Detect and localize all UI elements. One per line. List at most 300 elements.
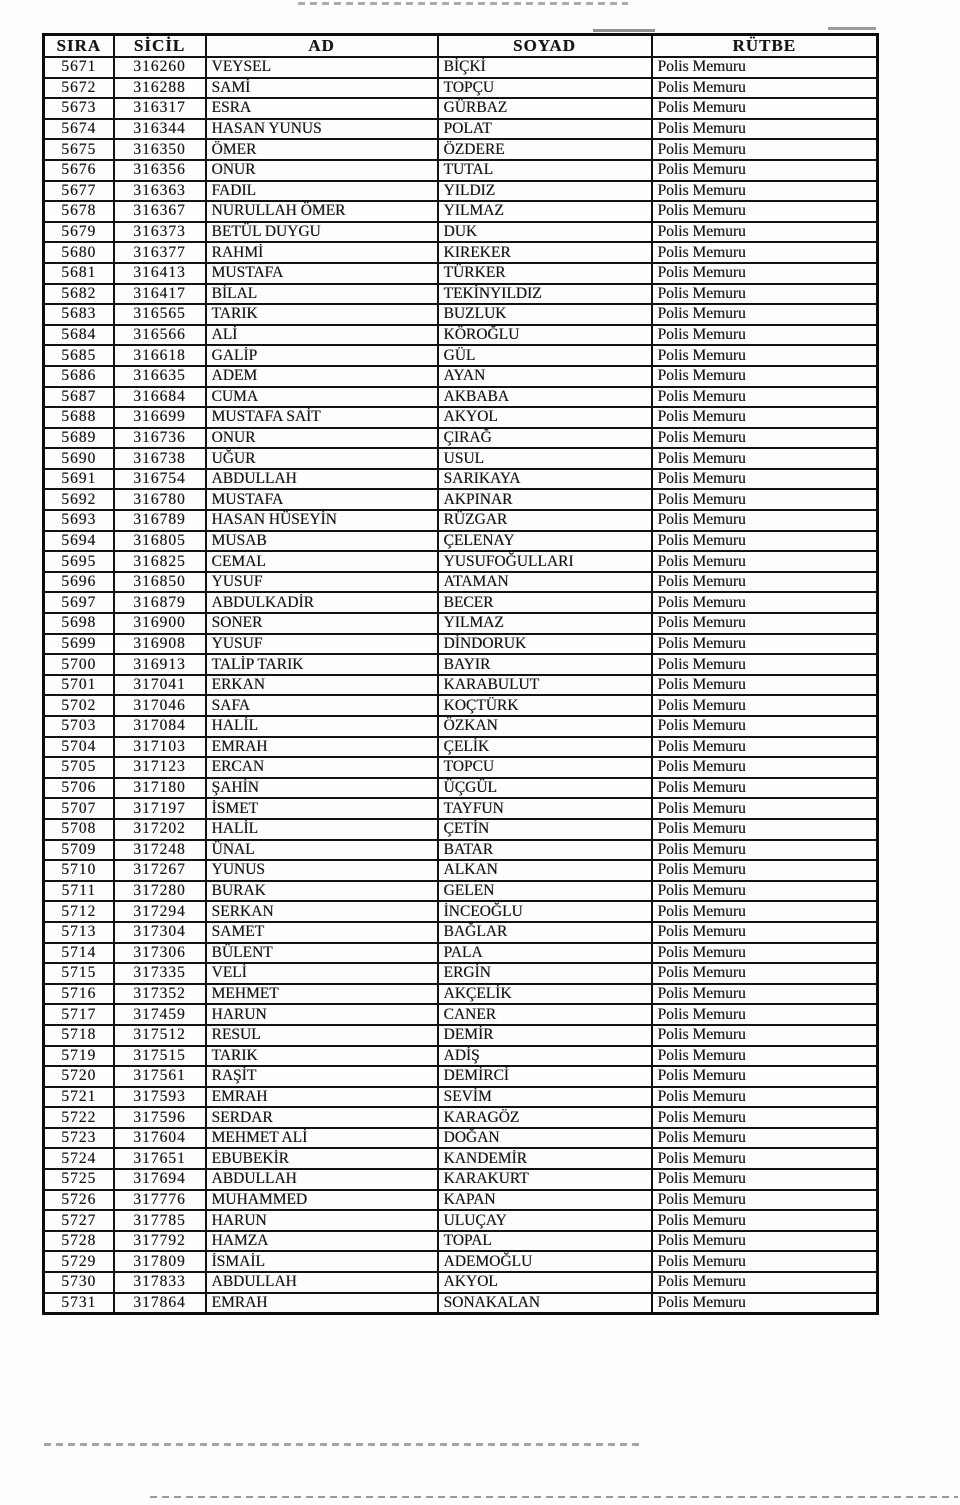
cell-surname: GELEN xyxy=(438,881,652,902)
table-row xyxy=(44,407,878,428)
cell-surname: POLAT xyxy=(438,119,652,140)
cell-sira: 5730 xyxy=(44,1272,114,1293)
table-row xyxy=(44,881,878,902)
cell-surname: BİÇKİ xyxy=(438,57,652,78)
cell-surname: GÜRBAZ xyxy=(438,98,652,119)
cell-surname: BATAR xyxy=(438,840,652,861)
cell-rank: Polis Memuru xyxy=(652,695,878,716)
cell-surname: AYAN xyxy=(438,366,652,387)
table-row xyxy=(44,551,878,572)
cell-first-name: NURULLAH ÖMER xyxy=(206,201,438,222)
cell-surname: KOÇTÜRK xyxy=(438,695,652,716)
cell-sicil: 316900 xyxy=(114,613,206,634)
cell-surname: AKYOL xyxy=(438,1272,652,1293)
cell-sira: 5712 xyxy=(44,901,114,922)
cell-sira: 5722 xyxy=(44,1107,114,1128)
cell-rank: Polis Memuru xyxy=(652,943,878,964)
cell-first-name: ÜNAL xyxy=(206,840,438,861)
table-row xyxy=(44,592,878,613)
cell-sicil: 316350 xyxy=(114,139,206,160)
cell-surname: PALA xyxy=(438,943,652,964)
cell-sira: 5702 xyxy=(44,695,114,716)
cell-sicil: 316780 xyxy=(114,489,206,510)
cell-surname: ATAMAN xyxy=(438,572,652,593)
cell-surname: TOPCU xyxy=(438,757,652,778)
cell-surname: İNCEOĞLU xyxy=(438,901,652,922)
cell-sira: 5678 xyxy=(44,201,114,222)
cell-rank: Polis Memuru xyxy=(652,654,878,675)
cell-first-name: SAMET xyxy=(206,922,438,943)
cell-surname: AKPINAR xyxy=(438,489,652,510)
table-row xyxy=(44,737,878,758)
table-row xyxy=(44,448,878,469)
cell-sira: 5685 xyxy=(44,345,114,366)
cell-sicil: 316850 xyxy=(114,572,206,593)
cell-sicil: 316805 xyxy=(114,531,206,552)
cell-sira: 5697 xyxy=(44,592,114,613)
cell-rank: Polis Memuru xyxy=(652,304,878,325)
table-row xyxy=(44,1087,878,1108)
cell-sicil: 317180 xyxy=(114,778,206,799)
table-row xyxy=(44,819,878,840)
cell-first-name: MEHMET ALİ xyxy=(206,1128,438,1149)
cell-first-name: BÜLENT xyxy=(206,943,438,964)
cell-sira: 5688 xyxy=(44,407,114,428)
cell-rank: Polis Memuru xyxy=(652,840,878,861)
cell-surname: SONAKALAN xyxy=(438,1293,652,1314)
cell-surname: TOPAL xyxy=(438,1231,652,1252)
cell-sira: 5723 xyxy=(44,1128,114,1149)
cell-sira: 5703 xyxy=(44,716,114,737)
table-row xyxy=(44,840,878,861)
table-row xyxy=(44,757,878,778)
table-row xyxy=(44,963,878,984)
cell-rank: Polis Memuru xyxy=(652,1107,878,1128)
cell-rank: Polis Memuru xyxy=(652,119,878,140)
cell-sira: 5721 xyxy=(44,1087,114,1108)
cell-surname: AKBABA xyxy=(438,387,652,408)
cell-rank: Polis Memuru xyxy=(652,1190,878,1211)
table-row xyxy=(44,489,878,510)
cell-sira: 5713 xyxy=(44,922,114,943)
cell-first-name: BURAK xyxy=(206,881,438,902)
table-row xyxy=(44,654,878,675)
cell-surname: ÇELİK xyxy=(438,737,652,758)
cell-first-name: MEHMET xyxy=(206,984,438,1005)
cell-rank: Polis Memuru xyxy=(652,572,878,593)
cell-sira: 5694 xyxy=(44,531,114,552)
table-row xyxy=(44,1231,878,1252)
scan-artifact-header-smudge-right xyxy=(828,27,876,30)
table-row xyxy=(44,1148,878,1169)
cell-sira: 5693 xyxy=(44,510,114,531)
cell-surname: ÖZDERE xyxy=(438,139,652,160)
scan-artifact-top-streak xyxy=(298,2,628,5)
column-header-sira: SIRA xyxy=(44,35,114,58)
cell-surname: AKYOL xyxy=(438,407,652,428)
cell-rank: Polis Memuru xyxy=(652,366,878,387)
scan-artifact-header-smudge xyxy=(593,29,655,32)
cell-rank: Polis Memuru xyxy=(652,1066,878,1087)
table-row xyxy=(44,304,878,325)
table-row xyxy=(44,345,878,366)
cell-sicil: 316377 xyxy=(114,242,206,263)
cell-sicil: 317776 xyxy=(114,1190,206,1211)
cell-sicil: 316356 xyxy=(114,160,206,181)
cell-first-name: UĞUR xyxy=(206,448,438,469)
cell-rank: Polis Memuru xyxy=(652,448,878,469)
cell-rank: Polis Memuru xyxy=(652,1169,878,1190)
cell-rank: Polis Memuru xyxy=(652,1148,878,1169)
column-header-sicil: SİCİL xyxy=(114,35,206,58)
table-row xyxy=(44,1025,878,1046)
cell-sicil: 317809 xyxy=(114,1251,206,1272)
table-body xyxy=(44,57,878,1314)
table-row xyxy=(44,984,878,1005)
table-row xyxy=(44,325,878,346)
cell-rank: Polis Memuru xyxy=(652,798,878,819)
table-row xyxy=(44,222,878,243)
table-row xyxy=(44,1293,878,1314)
cell-first-name: HASAN YUNUS xyxy=(206,119,438,140)
table-row xyxy=(44,510,878,531)
cell-rank: Polis Memuru xyxy=(652,901,878,922)
table-row xyxy=(44,922,878,943)
cell-sicil: 317197 xyxy=(114,798,206,819)
cell-rank: Polis Memuru xyxy=(652,98,878,119)
cell-sira: 5707 xyxy=(44,798,114,819)
table-row xyxy=(44,695,878,716)
cell-sicil: 316699 xyxy=(114,407,206,428)
cell-sira: 5706 xyxy=(44,778,114,799)
cell-sira: 5718 xyxy=(44,1025,114,1046)
cell-first-name: TARIK xyxy=(206,304,438,325)
cell-first-name: HARUN xyxy=(206,1210,438,1231)
table-row xyxy=(44,798,878,819)
cell-rank: Polis Memuru xyxy=(652,139,878,160)
cell-surname: DOĞAN xyxy=(438,1128,652,1149)
cell-first-name: EMRAH xyxy=(206,1293,438,1314)
cell-sira: 5699 xyxy=(44,634,114,655)
cell-sira: 5676 xyxy=(44,160,114,181)
cell-sira: 5708 xyxy=(44,819,114,840)
cell-surname: YILMAZ xyxy=(438,201,652,222)
cell-surname: YILMAZ xyxy=(438,613,652,634)
cell-first-name: İSMET xyxy=(206,798,438,819)
cell-first-name: BETÜL DUYGU xyxy=(206,222,438,243)
cell-sira: 5715 xyxy=(44,963,114,984)
cell-first-name: EMRAH xyxy=(206,737,438,758)
cell-sicil: 317561 xyxy=(114,1066,206,1087)
cell-rank: Polis Memuru xyxy=(652,737,878,758)
cell-surname: ADİŞ xyxy=(438,1046,652,1067)
cell-rank: Polis Memuru xyxy=(652,181,878,202)
cell-sira: 5695 xyxy=(44,551,114,572)
cell-first-name: HASAN HÜSEYİN xyxy=(206,510,438,531)
cell-sicil: 317123 xyxy=(114,757,206,778)
cell-first-name: CUMA xyxy=(206,387,438,408)
cell-first-name: ERKAN xyxy=(206,675,438,696)
table-row xyxy=(44,1066,878,1087)
cell-sicil: 317248 xyxy=(114,840,206,861)
cell-rank: Polis Memuru xyxy=(652,1025,878,1046)
table-row xyxy=(44,1169,878,1190)
table-row xyxy=(44,572,878,593)
cell-sicil: 316367 xyxy=(114,201,206,222)
cell-sicil: 316618 xyxy=(114,345,206,366)
cell-sira: 5689 xyxy=(44,428,114,449)
cell-surname: BAYIR xyxy=(438,654,652,675)
cell-first-name: ŞAHİN xyxy=(206,778,438,799)
cell-sicil: 317515 xyxy=(114,1046,206,1067)
cell-first-name: SONER xyxy=(206,613,438,634)
cell-surname: DUK xyxy=(438,222,652,243)
cell-first-name: HALİL xyxy=(206,819,438,840)
scan-artifact-bottom-line xyxy=(150,1496,958,1498)
cell-sira: 5716 xyxy=(44,984,114,1005)
cell-sira: 5701 xyxy=(44,675,114,696)
cell-sicil: 317792 xyxy=(114,1231,206,1252)
cell-sira: 5728 xyxy=(44,1231,114,1252)
cell-sicil: 317651 xyxy=(114,1148,206,1169)
cell-sicil: 317046 xyxy=(114,695,206,716)
cell-surname: KÖROĞLU xyxy=(438,325,652,346)
cell-surname: KARAGÖZ xyxy=(438,1107,652,1128)
table-row xyxy=(44,428,878,449)
cell-rank: Polis Memuru xyxy=(652,860,878,881)
table-row xyxy=(44,201,878,222)
cell-sicil: 317864 xyxy=(114,1293,206,1314)
table-row xyxy=(44,387,878,408)
cell-sira: 5709 xyxy=(44,840,114,861)
cell-first-name: ERCAN xyxy=(206,757,438,778)
table-row xyxy=(44,943,878,964)
cell-first-name: VEYSEL xyxy=(206,57,438,78)
cell-first-name: HALİL xyxy=(206,716,438,737)
cell-rank: Polis Memuru xyxy=(652,984,878,1005)
cell-sicil: 317593 xyxy=(114,1087,206,1108)
cell-surname: SEVİM xyxy=(438,1087,652,1108)
table-row xyxy=(44,1190,878,1211)
cell-sicil: 317267 xyxy=(114,860,206,881)
table-row xyxy=(44,1107,878,1128)
cell-first-name: ESRA xyxy=(206,98,438,119)
cell-first-name: YUSUF xyxy=(206,572,438,593)
cell-first-name: ADEM xyxy=(206,366,438,387)
cell-surname: TEKİNYILDIZ xyxy=(438,284,652,305)
table-row xyxy=(44,78,878,99)
cell-sicil: 317306 xyxy=(114,943,206,964)
table-row xyxy=(44,57,878,78)
cell-surname: TÜRKER xyxy=(438,263,652,284)
cell-surname: USUL xyxy=(438,448,652,469)
cell-surname: KAPAN xyxy=(438,1190,652,1211)
cell-sira: 5714 xyxy=(44,943,114,964)
cell-sicil: 317335 xyxy=(114,963,206,984)
cell-rank: Polis Memuru xyxy=(652,284,878,305)
personnel-table xyxy=(42,33,879,1315)
cell-sira: 5698 xyxy=(44,613,114,634)
table-row xyxy=(44,716,878,737)
cell-sicil: 317041 xyxy=(114,675,206,696)
cell-sicil: 316684 xyxy=(114,387,206,408)
cell-sicil: 316417 xyxy=(114,284,206,305)
cell-sicil: 316565 xyxy=(114,304,206,325)
cell-surname: ÇIRAĞ xyxy=(438,428,652,449)
column-header-soyad: SOYAD xyxy=(438,35,652,58)
cell-rank: Polis Memuru xyxy=(652,57,878,78)
cell-first-name: YUNUS xyxy=(206,860,438,881)
cell-rank: Polis Memuru xyxy=(652,1128,878,1149)
cell-surname: KIREKER xyxy=(438,242,652,263)
cell-sicil: 316363 xyxy=(114,181,206,202)
cell-rank: Polis Memuru xyxy=(652,613,878,634)
cell-first-name: TARIK xyxy=(206,1046,438,1067)
cell-rank: Polis Memuru xyxy=(652,963,878,984)
cell-first-name: SERDAR xyxy=(206,1107,438,1128)
cell-sicil: 316317 xyxy=(114,98,206,119)
cell-surname: TUTAL xyxy=(438,160,652,181)
cell-rank: Polis Memuru xyxy=(652,531,878,552)
cell-surname: TOPÇU xyxy=(438,78,652,99)
cell-surname: DEMİR xyxy=(438,1025,652,1046)
cell-sira: 5674 xyxy=(44,119,114,140)
cell-sira: 5726 xyxy=(44,1190,114,1211)
cell-sicil: 316260 xyxy=(114,57,206,78)
cell-rank: Polis Memuru xyxy=(652,387,878,408)
cell-rank: Polis Memuru xyxy=(652,716,878,737)
cell-sira: 5705 xyxy=(44,757,114,778)
cell-surname: BECER xyxy=(438,592,652,613)
cell-first-name: ABDULLAH xyxy=(206,1169,438,1190)
table-row xyxy=(44,98,878,119)
cell-first-name: ÖMER xyxy=(206,139,438,160)
column-header-ad: AD xyxy=(206,35,438,58)
cell-sicil: 316566 xyxy=(114,325,206,346)
cell-sicil: 317785 xyxy=(114,1210,206,1231)
cell-rank: Polis Memuru xyxy=(652,1087,878,1108)
cell-sira: 5691 xyxy=(44,469,114,490)
cell-sicil: 316789 xyxy=(114,510,206,531)
cell-sira: 5704 xyxy=(44,737,114,758)
cell-sicil: 316913 xyxy=(114,654,206,675)
cell-sira: 5672 xyxy=(44,78,114,99)
cell-first-name: VELİ xyxy=(206,963,438,984)
cell-surname: ÖZKAN xyxy=(438,716,652,737)
cell-surname: RÜZGAR xyxy=(438,510,652,531)
cell-surname: ALKAN xyxy=(438,860,652,881)
cell-rank: Polis Memuru xyxy=(652,222,878,243)
cell-surname: CANER xyxy=(438,1004,652,1025)
cell-rank: Polis Memuru xyxy=(652,1251,878,1272)
cell-sira: 5729 xyxy=(44,1251,114,1272)
cell-sicil: 317604 xyxy=(114,1128,206,1149)
scan-artifact-under-table xyxy=(44,1443,644,1446)
cell-sicil: 317103 xyxy=(114,737,206,758)
cell-first-name: ABDULLAH xyxy=(206,1272,438,1293)
table-row xyxy=(44,284,878,305)
table-row xyxy=(44,860,878,881)
cell-rank: Polis Memuru xyxy=(652,1231,878,1252)
cell-sira: 5725 xyxy=(44,1169,114,1190)
table-row xyxy=(44,181,878,202)
cell-rank: Polis Memuru xyxy=(652,1293,878,1314)
cell-sira: 5687 xyxy=(44,387,114,408)
cell-surname: KARABULUT xyxy=(438,675,652,696)
cell-first-name: MUSTAFA xyxy=(206,489,438,510)
cell-rank: Polis Memuru xyxy=(652,819,878,840)
cell-sicil: 317596 xyxy=(114,1107,206,1128)
cell-sicil: 317304 xyxy=(114,922,206,943)
table-row xyxy=(44,613,878,634)
cell-rank: Polis Memuru xyxy=(652,1272,878,1293)
cell-sicil: 316288 xyxy=(114,78,206,99)
cell-surname: KANDEMİR xyxy=(438,1148,652,1169)
cell-rank: Polis Memuru xyxy=(652,1046,878,1067)
cell-first-name: RAŞİT xyxy=(206,1066,438,1087)
cell-sicil: 317280 xyxy=(114,881,206,902)
cell-sicil: 317694 xyxy=(114,1169,206,1190)
cell-surname: ULUÇAY xyxy=(438,1210,652,1231)
cell-first-name: SERKAN xyxy=(206,901,438,922)
cell-rank: Polis Memuru xyxy=(652,78,878,99)
cell-surname: DEMİRCİ xyxy=(438,1066,652,1087)
cell-surname: DİNDORUK xyxy=(438,634,652,655)
cell-rank: Polis Memuru xyxy=(652,634,878,655)
cell-surname: BUZLUK xyxy=(438,304,652,325)
cell-first-name: ALİ xyxy=(206,325,438,346)
cell-first-name: SAFA xyxy=(206,695,438,716)
cell-sira: 5700 xyxy=(44,654,114,675)
cell-sira: 5673 xyxy=(44,98,114,119)
table-row xyxy=(44,1210,878,1231)
cell-rank: Polis Memuru xyxy=(652,428,878,449)
cell-rank: Polis Memuru xyxy=(652,160,878,181)
cell-first-name: MUSTAFA xyxy=(206,263,438,284)
table-row xyxy=(44,1046,878,1067)
cell-rank: Polis Memuru xyxy=(652,1004,878,1025)
cell-sira: 5717 xyxy=(44,1004,114,1025)
cell-rank: Polis Memuru xyxy=(652,201,878,222)
cell-first-name: İSMAİL xyxy=(206,1251,438,1272)
cell-rank: Polis Memuru xyxy=(652,407,878,428)
table-row xyxy=(44,160,878,181)
cell-sira: 5677 xyxy=(44,181,114,202)
cell-sicil: 317294 xyxy=(114,901,206,922)
cell-surname: KARAKURT xyxy=(438,1169,652,1190)
cell-rank: Polis Memuru xyxy=(652,469,878,490)
cell-sicil: 317459 xyxy=(114,1004,206,1025)
cell-sicil: 316754 xyxy=(114,469,206,490)
cell-rank: Polis Memuru xyxy=(652,922,878,943)
cell-sira: 5692 xyxy=(44,489,114,510)
cell-sira: 5710 xyxy=(44,860,114,881)
cell-rank: Polis Memuru xyxy=(652,675,878,696)
cell-surname: YUSUFOĞULLARI xyxy=(438,551,652,572)
cell-sira: 5679 xyxy=(44,222,114,243)
cell-sicil: 317833 xyxy=(114,1272,206,1293)
cell-first-name: MUSAB xyxy=(206,531,438,552)
cell-sira: 5724 xyxy=(44,1148,114,1169)
table-row xyxy=(44,469,878,490)
cell-sira: 5696 xyxy=(44,572,114,593)
cell-sira: 5681 xyxy=(44,263,114,284)
table-row xyxy=(44,139,878,160)
cell-first-name: TALİP TARIK xyxy=(206,654,438,675)
cell-first-name: HARUN xyxy=(206,1004,438,1025)
table-row xyxy=(44,778,878,799)
cell-first-name: FADIL xyxy=(206,181,438,202)
